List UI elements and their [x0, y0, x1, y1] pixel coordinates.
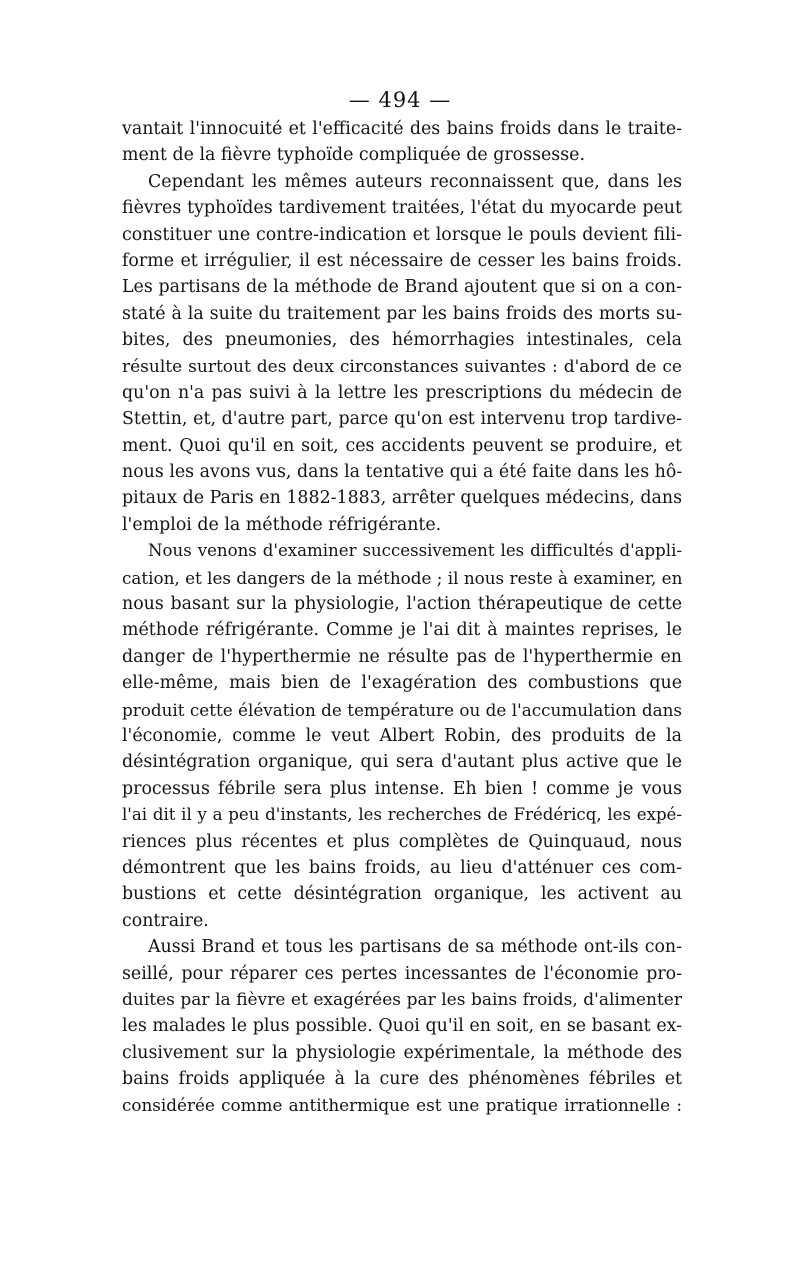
text-line: l'emploi de la méthode réfrigérante.	[122, 514, 442, 535]
text-line: les malades le plus possible. Quoi qu'il en soit, en se basant ex-	[122, 1016, 682, 1037]
text-line: démontrent que les bains froids, au lieu d'atténuer ces com-	[122, 857, 682, 878]
text-line: constituer une contre-indication et lorsque le pouls devient fili-	[122, 224, 682, 245]
text-line: fièvres typhoïdes tardivement traitées, l'état du myocarde peut	[122, 198, 682, 219]
text-line: forme et irrégulier, il est nécessaire de cesser les bains froids.	[122, 250, 682, 271]
text-line: pitaux de Paris en 1882-1883, arrêter quelques médecins, dans	[122, 488, 682, 509]
text-line: désintégration organique, qui sera d'autant plus active que le	[122, 752, 682, 773]
paragraph-first-line: Nous venons d'examiner successivement les difficultés d'appli-	[148, 541, 682, 561]
paragraph-first-line: Cependant les mêmes auteurs reconnaissent que, dans les	[148, 171, 682, 192]
text-line: l'économie, comme le veut Albert Robin, des produits de la	[122, 725, 682, 746]
text-line: vantait l'innocuité et l'efficacité des bains froids dans le traite-	[122, 119, 682, 139]
text-line: résulte surtout des deux circonstances suivantes : d'abord de ce	[122, 356, 682, 377]
text-line: contraire.	[122, 910, 209, 931]
text-line: processus fébrile sera plus intense. Eh bien ! comme je vous	[122, 778, 682, 799]
text-line: nous basant sur la physiologie, l'action thérapeutique de cette	[122, 594, 682, 615]
text-line: méthode réfrigérante. Comme je l'ai dit à maintes reprises, le	[122, 620, 682, 641]
text-line: duites par la fièvre et exagérées par les bains froids, d'alimenter	[122, 989, 682, 1010]
text-line: Les partisans de la méthode de Brand ajoutent que si on a con-	[122, 277, 682, 298]
text-line: ment de la fièvre typhoïde compliquée de grossesse.	[122, 145, 585, 166]
text-line: Stettin, et, d'autre part, parce qu'on est intervenu trop tardive-	[122, 409, 682, 430]
text-line: bites, des pneumonies, des hémorrhagies intestinales, cela	[122, 330, 682, 351]
text-line: ment. Quoi qu'il en soit, ces accidents peuvent se produire, et	[122, 435, 682, 456]
text-line: nous les avons vus, dans la tentative qui a été faite dans les hô-	[122, 462, 683, 483]
text-line: riences plus récentes et plus complètes de Quinquaud, nous	[122, 831, 682, 852]
text-line: clusivement sur la physiologie expérimentale, la méthode des	[122, 1042, 682, 1063]
text-line: seillé, pour réparer ces pertes incessantes de l'économie pro-	[122, 963, 682, 984]
text-line: elle-même, mais bien de l'exagération des combustions que	[122, 673, 682, 694]
text-line: qu'on n'a pas suivi à la lettre les prescriptions du médecin de	[122, 382, 682, 403]
page-number: — 494 —	[348, 88, 452, 112]
text-line: bains froids appliquée à la cure des phénomènes fébriles et	[122, 1069, 682, 1090]
text-line: produit cette élévation de température ou de l'accumulation dans	[122, 699, 682, 720]
text-line: considérée comme antithermique est une pratique irrationnelle :	[122, 1095, 682, 1116]
text-line: l'ai dit il y a peu d'instants, les recherches de Frédéricq, les expé-	[122, 805, 682, 825]
body-text	[122, 116, 682, 1119]
paragraph-first-line: Aussi Brand et tous les partisans de sa méthode ont-ils con-	[148, 937, 682, 958]
text-line: cation, et les dangers de la méthode ; il nous reste à examiner, en	[122, 567, 683, 588]
text-line: danger de l'hyperthermie ne résulte pas de l'hyperthermie en	[122, 646, 682, 667]
text-line: bustions et cette désintégration organique, les activent au	[122, 884, 682, 905]
text-line: staté à la suite du traitement par les bains froids des morts su-	[122, 303, 682, 324]
